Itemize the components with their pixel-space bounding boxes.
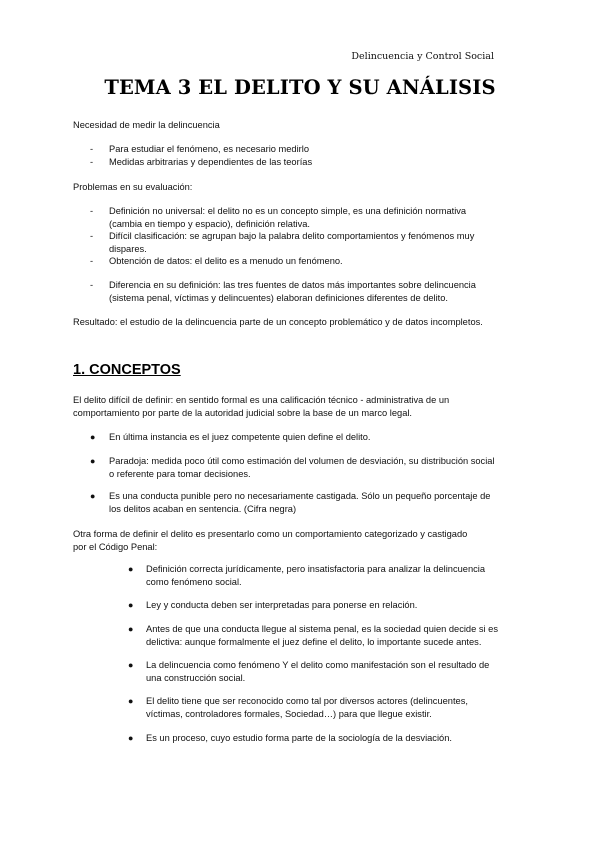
problems-label: Problemas en su evaluación: (73, 182, 193, 192)
document-page: Delincuencia y Control Social TEMA 3 EL DELITO Y SU ANÁLISIS Necesidad de medir la delincuencia - Para estudiar el fenómeno, es necesario medirlo - Medidas arbitrarias y dependientes de las teorías Problemas en su evaluación: - Definición no universal: el delito no es un concepto simple, es una definición normativa (cambia en tiempo y espacio), definición relativa. - Difícil clasificación: se agrupan bajo la palabra delito comportamientos y fenómenos muy dispares. - Obtención de datos: el delito es a menudo un fenómeno. - Diferencia en su definición: las tres fuentes de datos más importantes sobre delincuencia (sistema penal, víctimas y delincuentes) elaboran definiciones diferentes de delito. Resultado: el estudio de la delincuencia parte de un concepto problemático y de datos incompletos. 1. CONCEPTOS El delito difícil de definir: en sentido formal es una calificación técnico - administrativa de un comportamiento por parte de la autoridad judicial sobre la base de un marco legal. ● En última instancia es el juez competente quien define el delito. ● Paradoja: medida poco útil como estimación del volumen de desviación, su distribución social o referente para tomar decisiones. ● Es una conducta punible pero no necesariamente castigada. Sólo un pequeño porcentaje de los delitos acaban en sentencia. (Cifra negra) Otra forma de definir el delito es presentarlo como un comportamiento categorizado y castigado por el Código Penal: ● Definición correcta jurídicamente, pero insatisfactoria para analizar la delincuencia como fenómeno social. ● Ley y conducta deben ser interpretadas para ponerse en relación. ● Antes de que una conducta llegue al sistema penal, es la sociedad quien decide si es delictiva: aunque formalmente el juez define el delito, lo importante sucede antes. ● La delincuencia como fenómeno Y el delito como manifestación son el resultado de una construcción social. ● El delito tiene que ser reconocido como tal por diversos actores (delincuentes, víctimas, controladores formales, Sociedad…) para que llegue existir. ● Es un proceso, cuyo estudio forma parte de la sociología de la desviación. (0, 0, 600, 848)
bullet-icon: ● (128, 696, 134, 706)
bullet-icon: ● (128, 624, 134, 634)
dash-marker: - (90, 157, 94, 167)
bullet-icon: ● (90, 432, 96, 442)
bullet-icon: ● (128, 564, 134, 574)
dash-marker: - (90, 206, 94, 216)
result-text: Resultado: el estudio de la delincuencia parte de un concepto problemático y de datos incompletos. (73, 317, 483, 327)
dash-marker: - (90, 280, 94, 290)
dash-marker: - (90, 256, 94, 266)
bullet-icon: ● (90, 456, 96, 466)
bullet-icon: ● (128, 600, 134, 610)
definition-paragraph: Otra forma de definir el delito es presentarlo como un comportamiento categorizado y castigado por el Código Penal: (73, 529, 468, 552)
dash-marker: - (90, 231, 94, 241)
bullet-icon: ● (90, 491, 96, 501)
bullet-icon: ● (128, 660, 134, 670)
section-heading: 1. CONCEPTOS (73, 362, 181, 378)
concept-paragraph: El delito difícil de definir: en sentido formal es una calificación técnico - administrativa de un comportamiento por parte de la autoridad judicial sobre la base de un marco legal. (73, 395, 450, 418)
page-title: TEMA 3 EL DELITO Y SU ANÁLISIS (104, 76, 496, 99)
need-label: Necesidad de medir la delincuencia (73, 120, 220, 130)
running-header: Delincuencia y Control Social (351, 51, 494, 62)
bullet-icon: ● (128, 733, 134, 743)
dash-marker: - (90, 144, 94, 154)
